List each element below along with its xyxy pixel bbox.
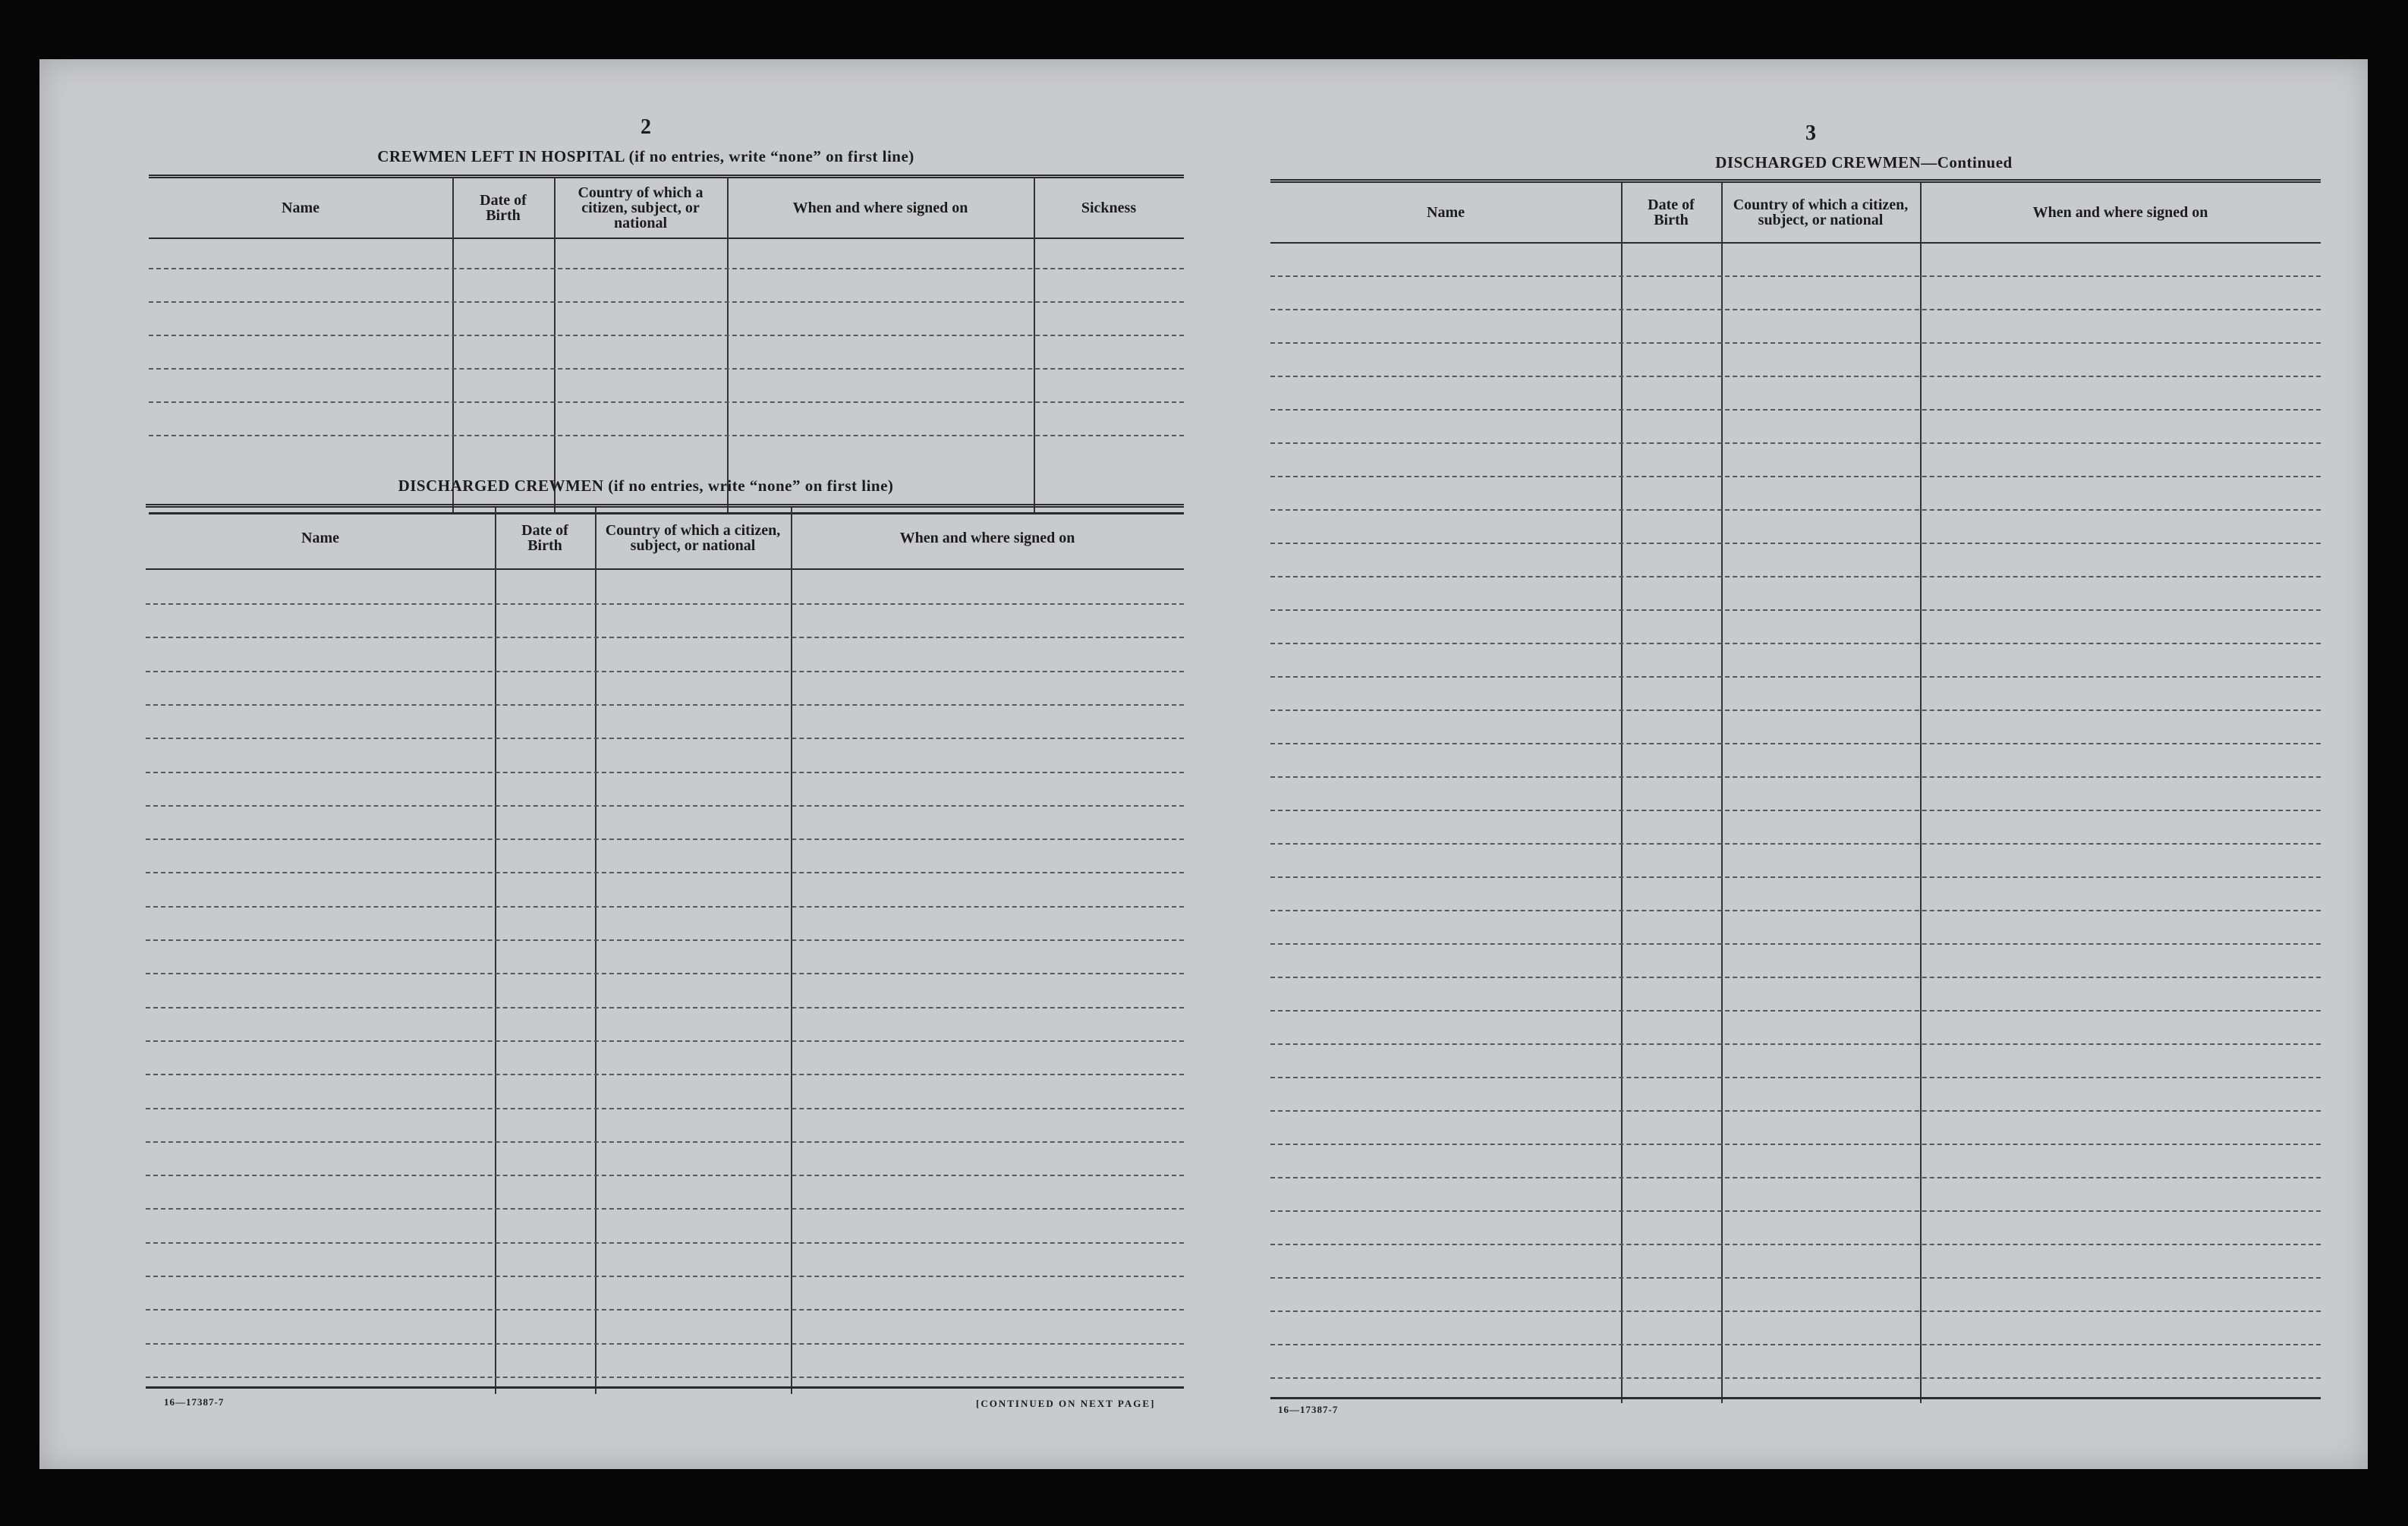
table-row [146,704,1184,706]
hospital-table [149,175,1184,514]
header-country: Country of which a citizen, subject, or national [1733,197,1909,228]
header-name: Name [301,530,339,546]
table-row [146,872,1184,873]
table-row [1270,309,2321,310]
table-bottom-rule [146,1386,1184,1389]
table-row [1270,710,2321,711]
hospital-section-title [103,147,1188,166]
table-row [149,335,1184,336]
header-date-of-birth: Date of Birth [1648,197,1695,228]
table-row [1270,442,2321,444]
table-row [1270,342,2321,344]
table-row [146,1208,1184,1210]
form-number: 16—17387-7 [164,1396,225,1408]
header-name: Name [282,200,319,216]
page-number: 2 [641,115,651,139]
header-when-where: When and where signed on [2032,204,2208,221]
table-row [146,671,1184,672]
page-number: 3 [1805,121,1816,145]
table-row [1270,1077,2321,1078]
hospital-title-note: (if no entries, write “none” on first line) [628,147,914,165]
table-rows [146,508,1184,1394]
table-row [1270,743,2321,744]
table-row [1270,1010,2321,1012]
left-page [103,59,1188,1469]
header-name: Name [1427,204,1465,221]
discharged-continued-title-text: DISCHARGED CREWMEN [1715,153,1922,171]
table-row [146,1276,1184,1277]
form-sheet [39,59,2368,1469]
header-when-where: When and where signed on [899,530,1075,546]
table-row [1270,1244,2321,1245]
table-rows [1270,183,2321,1403]
form-number: 16—17387-7 [1278,1404,1339,1415]
table-row [146,738,1184,739]
table-row [146,1343,1184,1345]
table-row [1270,1144,2321,1145]
table-row [146,839,1184,840]
table-row [1270,876,2321,878]
table-row [1270,275,2321,277]
table-row [146,1377,1184,1378]
discharged-title-text: DISCHARGED CREWMEN [398,477,604,495]
header-date-of-birth: Date of Birth [521,522,568,554]
table-row [1270,409,2321,411]
table-row [1270,1344,2321,1345]
table-row [149,368,1184,370]
table-row [1270,1043,2321,1045]
right-page [1264,59,2357,1469]
table-row [1270,1210,2321,1212]
table-row [149,268,1184,269]
table-row [1270,643,2321,644]
table-row [146,1141,1184,1143]
table-row [1270,543,2321,544]
header-country: Country of which a citizen, subject, or national [578,184,704,231]
table-row [146,1108,1184,1109]
table-row [1270,776,2321,778]
table-row [1270,1177,2321,1178]
continued-label: —Continued [1921,153,2013,171]
table-row [146,772,1184,773]
table-row [149,401,1184,403]
table-row [146,1040,1184,1042]
table-row [146,1007,1184,1008]
table-row [146,906,1184,908]
table-row [1270,1377,2321,1379]
table-row [1270,609,2321,611]
table-row [146,939,1184,941]
continued-note: [CONTINUED ON NEXT PAGE] [976,1398,1156,1409]
table-row [149,435,1184,436]
discharged-title-note: (if no entries, write “none” on first line) [608,477,894,495]
table-bottom-rule [1270,1397,2321,1399]
table-row [1270,509,2321,511]
header-sickness: Sickness [1081,200,1137,216]
table-row [146,805,1184,807]
discharged-section-title [103,477,1188,496]
hospital-title-text: CREWMEN LEFT IN HOSPITAL [377,147,625,165]
header-country: Country of which a citizen, subject, or national [605,522,781,554]
table-row [1270,1310,2321,1312]
table-row [1270,977,2321,978]
table-row [1270,843,2321,845]
discharged-continued-table [1270,179,2321,1403]
table-row [1270,1277,2321,1279]
table-row [146,973,1184,974]
discharged-table [146,504,1184,1394]
table-row [146,1242,1184,1244]
table-row [1270,576,2321,577]
table-row [1270,476,2321,477]
table-row [149,301,1184,303]
table-row [1270,1110,2321,1112]
table-row [1270,676,2321,678]
discharged-continued-title [1264,153,2357,172]
table-row [1270,810,2321,811]
table-rows [149,178,1184,514]
table-row [146,1309,1184,1310]
table-row [146,637,1184,638]
table-row [146,603,1184,605]
table-row [1270,910,2321,911]
table-row [1270,943,2321,945]
table-row [146,1074,1184,1075]
header-date-of-birth: Date of Birth [480,192,527,224]
header-when-where: When and where signed on [792,200,968,216]
table-row [146,1175,1184,1176]
table-row [1270,376,2321,377]
